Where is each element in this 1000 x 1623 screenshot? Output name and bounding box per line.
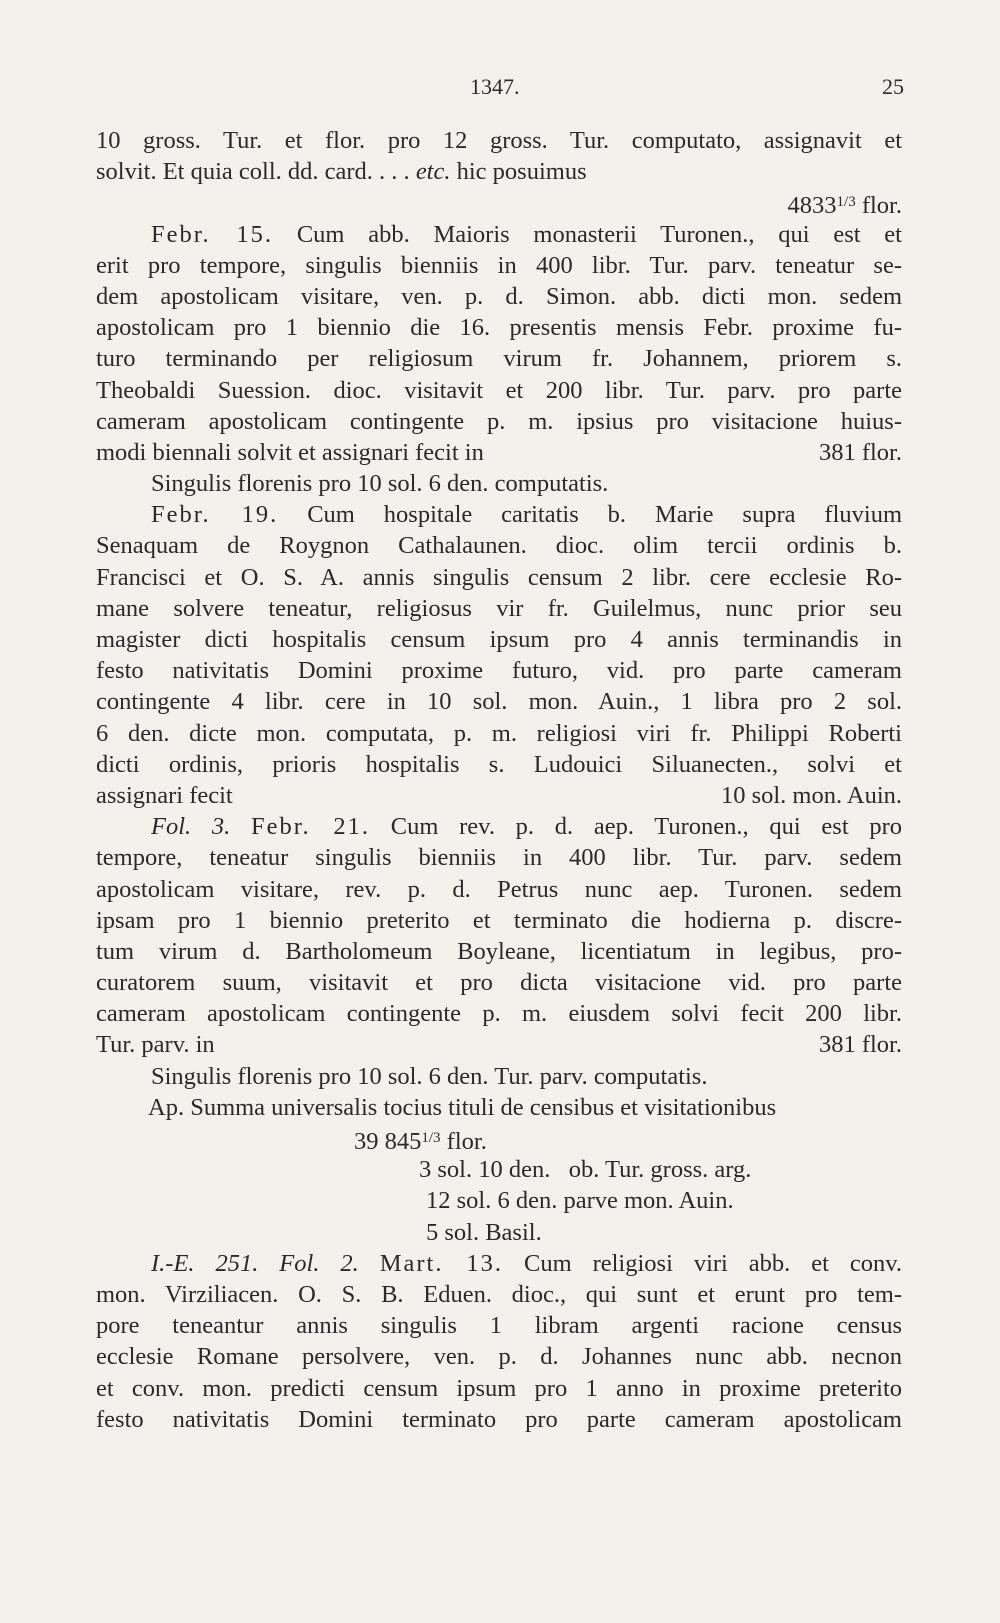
text-line: Singulis florenis pro 10 sol. 6 den. computatis. <box>151 470 609 498</box>
entry-date: Febr. 19. <box>151 501 279 529</box>
text-line: mon. Virziliacen. O. S. B. Eduen. dioc., qui sunt et erunt pro tem- <box>96 1280 902 1308</box>
summa-total <box>96 1123 902 1154</box>
text-line: et conv. mon. predicti censum ipsum pro 1 anno in proxime preterito <box>96 1374 902 1402</box>
amount-fraction: 1/3 <box>836 194 856 211</box>
text-line <box>96 437 902 468</box>
text-line: cameram apostolicam contingente p. m. ipsius pro visitacione huius- <box>96 407 902 435</box>
amount-value: 4833 <box>787 192 837 219</box>
text-line: Senaquam de Roygnon Cathalaunen. dioc. olim tercii ordinis b. <box>96 532 902 560</box>
text-line <box>96 499 902 530</box>
text-line: festo nativitatis Domini proxime futuro, vid. pro parte cameram <box>96 657 902 685</box>
text-line <box>96 1029 902 1060</box>
text-segment: Cum rev. p. d. aep. Turonen., qui est pro <box>390 813 902 841</box>
text-line: curatorem suum, visitavit et pro dicta visitacione vid. pro parte <box>96 969 902 997</box>
body-text <box>96 125 902 1435</box>
text-line: erit pro tempore, singulis bienniis in 400 libr. Tur. parv. teneatur se- <box>96 251 902 279</box>
etc-abbrev: etc. <box>415 158 451 186</box>
text-line <box>96 811 902 842</box>
text-line: apostolicam visitare, rev. p. d. Petrus nunc aep. Turonen. sedem <box>96 875 902 903</box>
text-line: Singulis florenis pro 10 sol. 6 den. Tur. parv. computatis. <box>151 1062 708 1090</box>
text-line: ecclesie Romane persolvere, ven. p. d. Johannes nunc abb. necnon <box>96 1343 902 1371</box>
total-unit: flor. <box>446 1128 487 1155</box>
folio-ref: Fol. 3. <box>151 813 231 841</box>
text-line <box>96 1248 902 1279</box>
amount-value: 10 sol. mon. Auin. <box>720 781 902 809</box>
running-header <box>0 74 1000 104</box>
text-line: Theobaldi Suession. dioc. visitavit et 200 libr. Tur. parv. pro parte <box>96 376 902 404</box>
text-line: festo nativitatis Domini terminato pro parte cameram apostolicam <box>96 1405 902 1433</box>
total-fraction: 1/3 <box>421 1130 441 1146</box>
text-line: contingente 4 libr. cere in 10 sol. mon. Auin., 1 libra pro 2 sol. <box>96 688 902 716</box>
source-ref: I.-E. 251. Fol. 2. <box>151 1249 359 1277</box>
entry-date: Febr. 15. <box>151 220 274 248</box>
text-line: tum virum d. Bartholomeum Boyleane, licentiatum in legibus, pro- <box>96 937 902 965</box>
text-line: turo terminando per religiosum virum fr. Johannem, priorem s. <box>96 345 902 373</box>
summa-line: Ap. Summa universalis tocius tituli de censibus et visitationibus <box>148 1093 777 1121</box>
text-line <box>96 219 902 250</box>
text-line: ipsam pro 1 biennio preterito et terminato die hodierna p. discre- <box>96 906 902 934</box>
total-value: 39 845 <box>354 1128 422 1155</box>
text-line: tempore, teneatur singulis bienniis in 400 libr. Tur. parv. sedem <box>96 844 902 872</box>
amount-value: 381 flor. <box>818 1031 902 1059</box>
text-line: dicti ordinis, prioris hospitalis s. Ludouici Siluanecten., solvi et <box>96 750 902 778</box>
page-number: 25 <box>882 74 904 99</box>
text-line: Francisci et O. S. A. annis singulis censum 2 libr. cere ecclesie Ro- <box>96 563 902 591</box>
summa-total: 12 sol. 6 den. parve mon. Auin. <box>426 1187 734 1215</box>
text-segment: Cum hospitale caritatis b. Marie supra fluvium <box>307 501 902 529</box>
amount-line <box>96 187 902 218</box>
text-segment: Cum religiosi viri abb. et conv. <box>524 1249 902 1277</box>
text-segment: solvit. Et quia coll. dd. card. . . . <box>96 158 410 186</box>
text-line <box>96 780 902 811</box>
text-line: apostolicam pro 1 biennio die 16. presentis mensis Febr. proxime fu- <box>96 314 902 342</box>
text-segment: assignari fecit <box>96 781 233 809</box>
amount-value: 381 flor. <box>818 438 902 466</box>
text-line: dem apostolicam visitare, ven. p. d. Simon. abb. dicti mon. sedem <box>96 282 902 310</box>
text-segment: Tur. parv. in <box>96 1031 215 1059</box>
amount-unit: flor. <box>861 192 902 219</box>
text-line: pore teneantur annis singulis 1 libram argenti racione census <box>96 1312 902 1340</box>
summa-total: 3 sol. 10 den. ob. Tur. gross. arg. <box>419 1156 752 1184</box>
text-segment: hic posuimus <box>456 158 587 186</box>
text-line: mane solvere teneatur, religiosus vir fr. Guilelmus, nunc prior seu <box>96 594 902 622</box>
text-segment: Cum abb. Maioris monasterii Turonen., qui est et <box>296 220 902 248</box>
text-line: magister dicti hospitalis censum ipsum pro 4 annis terminandis in <box>96 626 902 653</box>
text-line <box>96 156 902 187</box>
text-line: 10 gross. Tur. et flor. pro 12 gross. Tur. computato, assignavit et <box>96 127 902 154</box>
text-segment: modi biennali solvit et assignari fecit in <box>96 438 484 466</box>
text-line: 6 den. dicte mon. computata, p. m. religiosi viri fr. Philippi Roberti <box>96 719 902 747</box>
summa-total: 5 sol. Basil. <box>426 1218 542 1246</box>
entry-date: Mart. 13. <box>379 1249 504 1277</box>
entry-date: Febr. 21. <box>250 813 371 841</box>
header-year: 1347. <box>470 74 520 99</box>
text-line: cameram apostolicam contingente p. m. eiusdem solvi fecit 200 libr. <box>96 1000 902 1028</box>
